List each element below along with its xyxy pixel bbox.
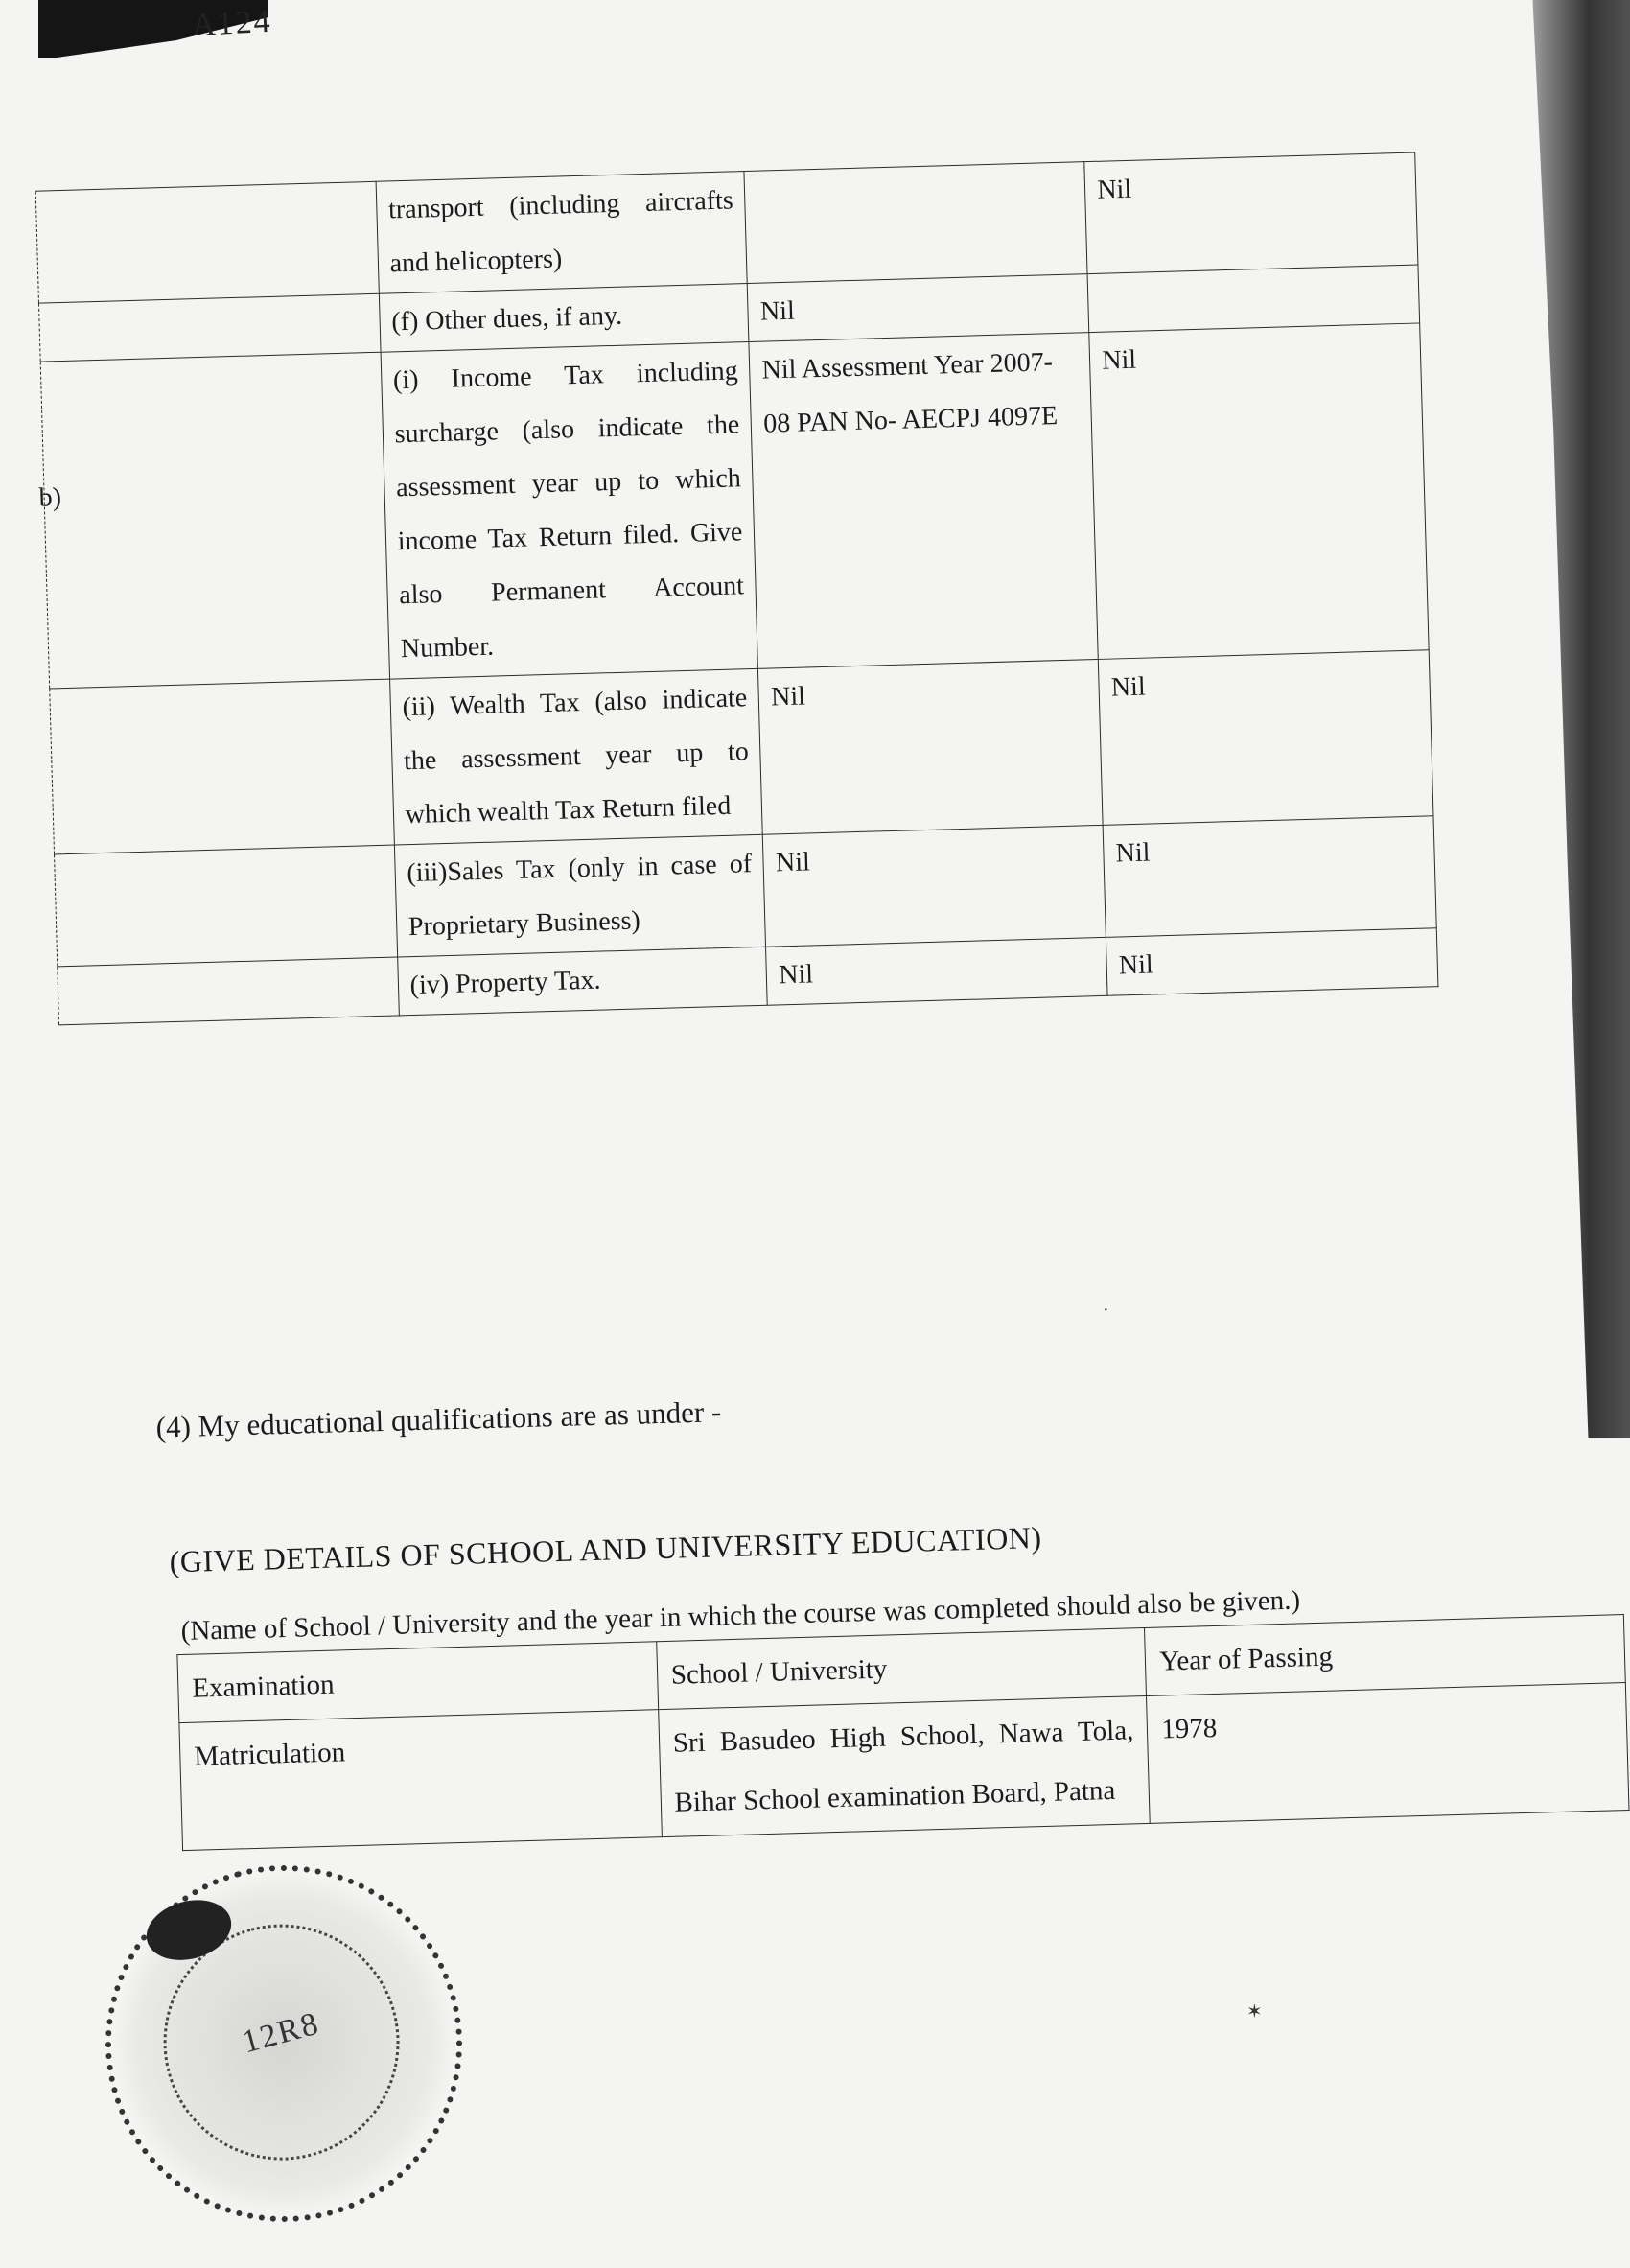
- table-cell: transport (including aircrafts and helicopters): [376, 172, 748, 294]
- table-cell: (iv) Property Tax.: [397, 947, 767, 1016]
- table-cell: Matriculation: [179, 1710, 662, 1851]
- column-header-examination: Examination: [177, 1642, 658, 1723]
- table-cell: [38, 293, 380, 362]
- table-cell: Nil: [1106, 928, 1438, 996]
- stamp-number: 12R8: [238, 2005, 324, 2061]
- section-4-heading: (4) My educational qualifications are as under -: [155, 1394, 722, 1444]
- table-cell: [50, 679, 394, 854]
- tax-dues-table: [35, 152, 1439, 1026]
- table-cell: Nil: [1089, 323, 1429, 659]
- table-cell: (iii)Sales Tax (only in case of Proprietary Business): [394, 834, 766, 957]
- table-cell: 1978: [1147, 1683, 1629, 1824]
- table-cell: Nil: [1099, 650, 1433, 826]
- table-cell: [40, 352, 389, 689]
- table-cell: Nil: [766, 937, 1107, 1005]
- table-cell: [744, 162, 1087, 284]
- table-cell: Sri Basudeo High School, Nawa Tola, Bihar School examination Board, Patna: [658, 1695, 1150, 1836]
- table-cell: (i) Income Tax including surcharge (also indicate the assessment year up to which income Tax Return filed. Give also Permanent Account Number.: [381, 341, 758, 679]
- column-header-year-of-passing: Year of Passing: [1145, 1615, 1625, 1696]
- table-row: [40, 323, 1429, 689]
- section-label-b: b): [38, 482, 62, 513]
- table-cell: [58, 957, 399, 1025]
- table-cell: [35, 181, 379, 303]
- ink-speck: ·: [1103, 1299, 1109, 1321]
- table-cell: Nil Assessment Year 2007-08 PAN No- AECPJ 4097E: [749, 333, 1098, 669]
- table-cell: Nil: [763, 825, 1106, 947]
- page-header-mark: A124: [191, 3, 273, 44]
- table-cell: Nil: [758, 659, 1103, 834]
- table-cell: [1087, 265, 1419, 333]
- table-cell: Nil: [1103, 816, 1436, 938]
- table-cell: Nil: [748, 274, 1089, 342]
- table-cell: Nil: [1084, 152, 1418, 274]
- column-header-school-university: School / University: [656, 1627, 1146, 1709]
- table-cell: (ii) Wealth Tax (also indicate the assessment year up to which wealth Tax Return filed: [389, 668, 762, 845]
- education-instruction: (Name of School / University and the year in which the course was completed should also be given.): [180, 1584, 1301, 1648]
- table-cell: (f) Other dues, if any.: [379, 284, 749, 353]
- education-table: [176, 1614, 1629, 1851]
- ink-speck: ✶: [1246, 2001, 1263, 2022]
- table-cell: [55, 845, 398, 967]
- education-details-heading: (GIVE DETAILS OF SCHOOL AND UNIVERSITY EDUCATION): [169, 1519, 1042, 1579]
